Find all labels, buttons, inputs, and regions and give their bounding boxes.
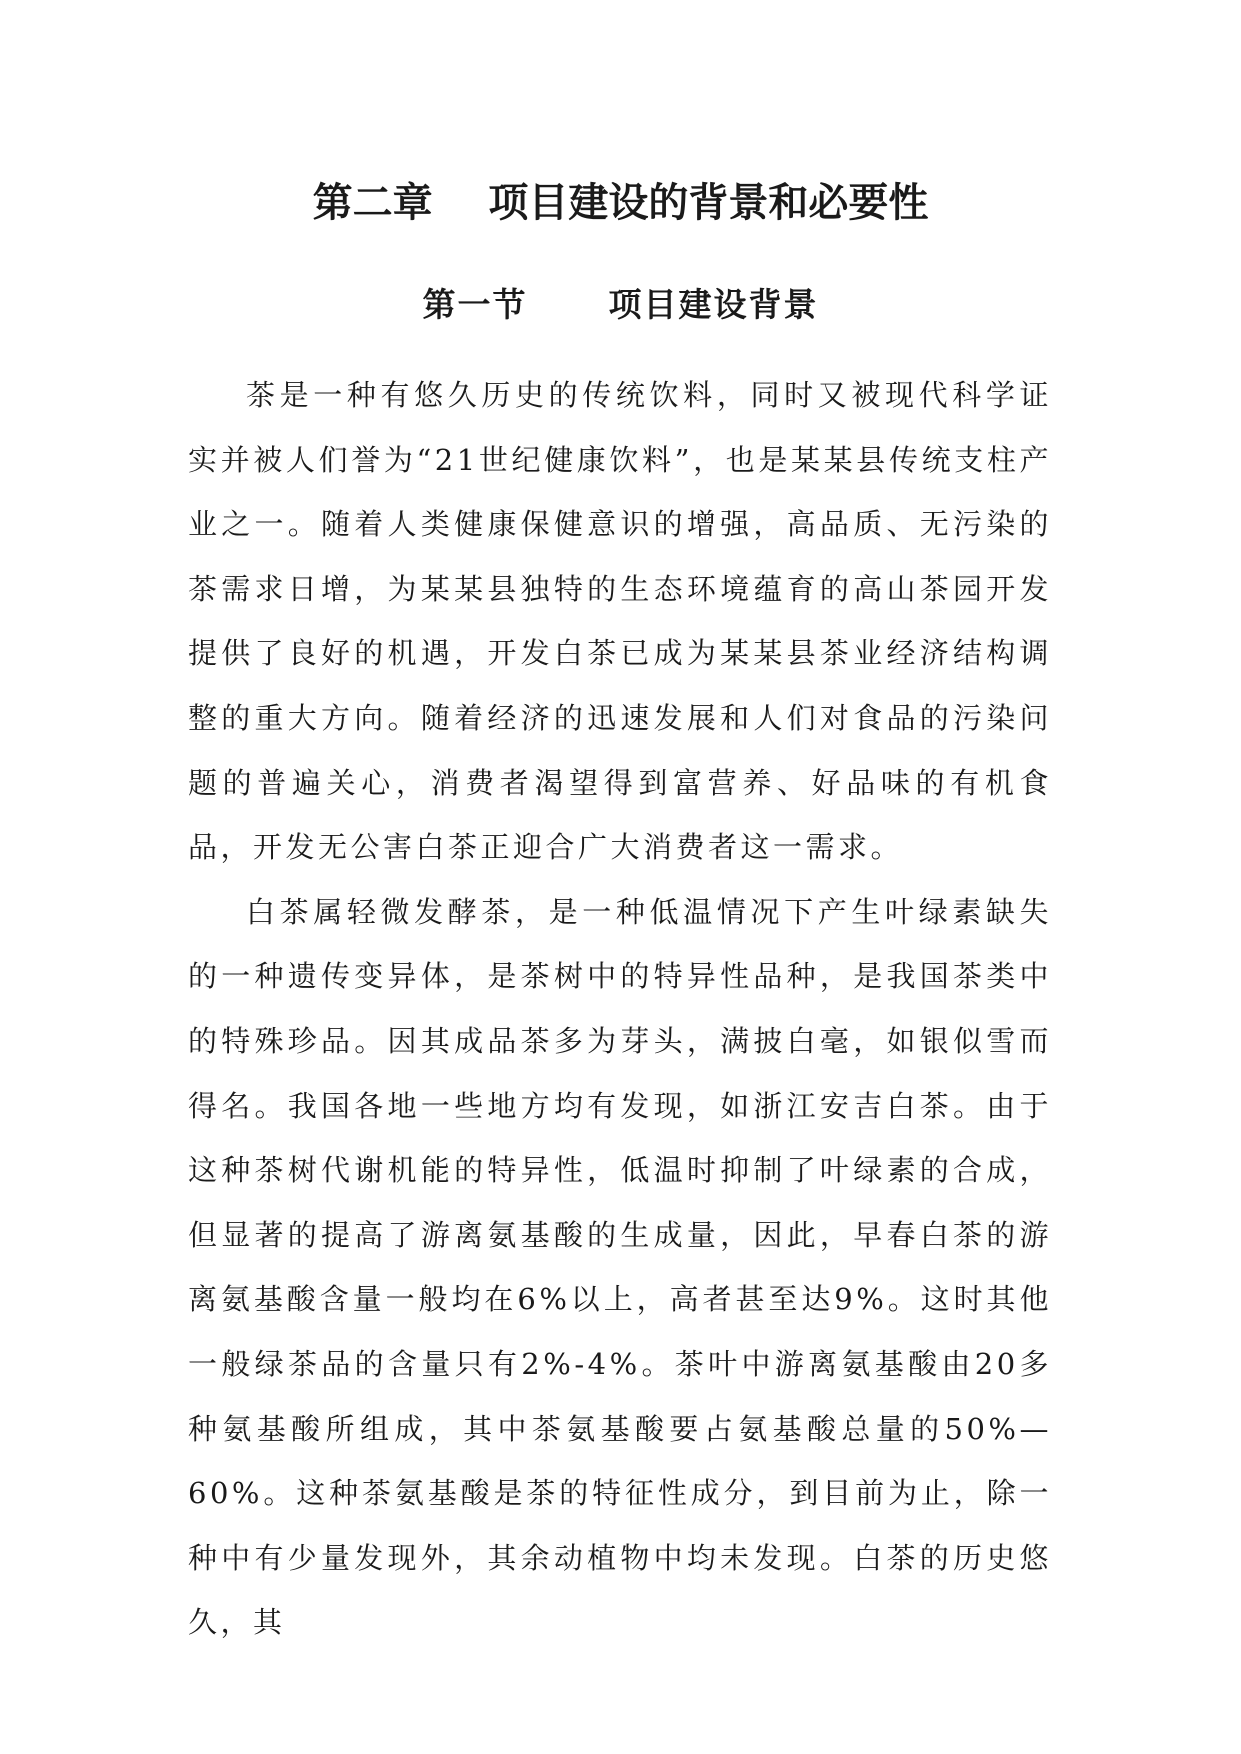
section-title: 第一节 项目建设背景 [422, 285, 819, 324]
paragraph-2: 白茶属轻微发酵茶，是一种低温情况下产生叶绿素缺失的一种遗传变异体，是茶树中的特异性品种，是我国茶类中的特殊珍品。因其成品茶多为芽头，满披白毫，如银似雪而得名。我国各地一些地方均有发现，如浙江安吉白茶。由于这种茶树代谢机能的特异性，低温时抑制了叶绿素的合成，但显著的提高了游离氨基酸的生成量，因此，早春白茶的游离氨基酸含量一般均在6%以上，高者甚至达9%。这时其他一般绿茶品的含量只有2%-4%。茶叶中游离氨基酸由20多种氨基酸所组成，其中茶氨基酸要占氨基酸总量的50%—60%。这种茶氨基酸是茶的特征性成分，到目前为止，除一种中有少量发现外，其余动植物中均未发现。白茶的历史悠久，其 [188, 894, 1052, 1640]
paragraph-1: 茶是一种有悠久历史的传统饮料，同时又被现代科学证实并被人们誉为“21世纪健康饮料”，也是某某县传统支柱产业之一。随着人类健康保健意识的增强，高品质、无污染的茶需求日增，为某某县独特的生态环境蕴育的高山茶园开发提供了良好的机遇，开发白茶已成为某某县茶业经济结构调整的重大方向。随着经济的迅速发展和人们对食品的污染问题的普遍关心，消费者渴望得到富营养、好品味的有机食品，开发无公害白茶正迎合广大消费者这一需求。 [188, 378, 1052, 865]
body-text [188, 363, 1052, 1655]
chapter-title: 第二章 项目建设的背景和必要性 [312, 180, 929, 226]
